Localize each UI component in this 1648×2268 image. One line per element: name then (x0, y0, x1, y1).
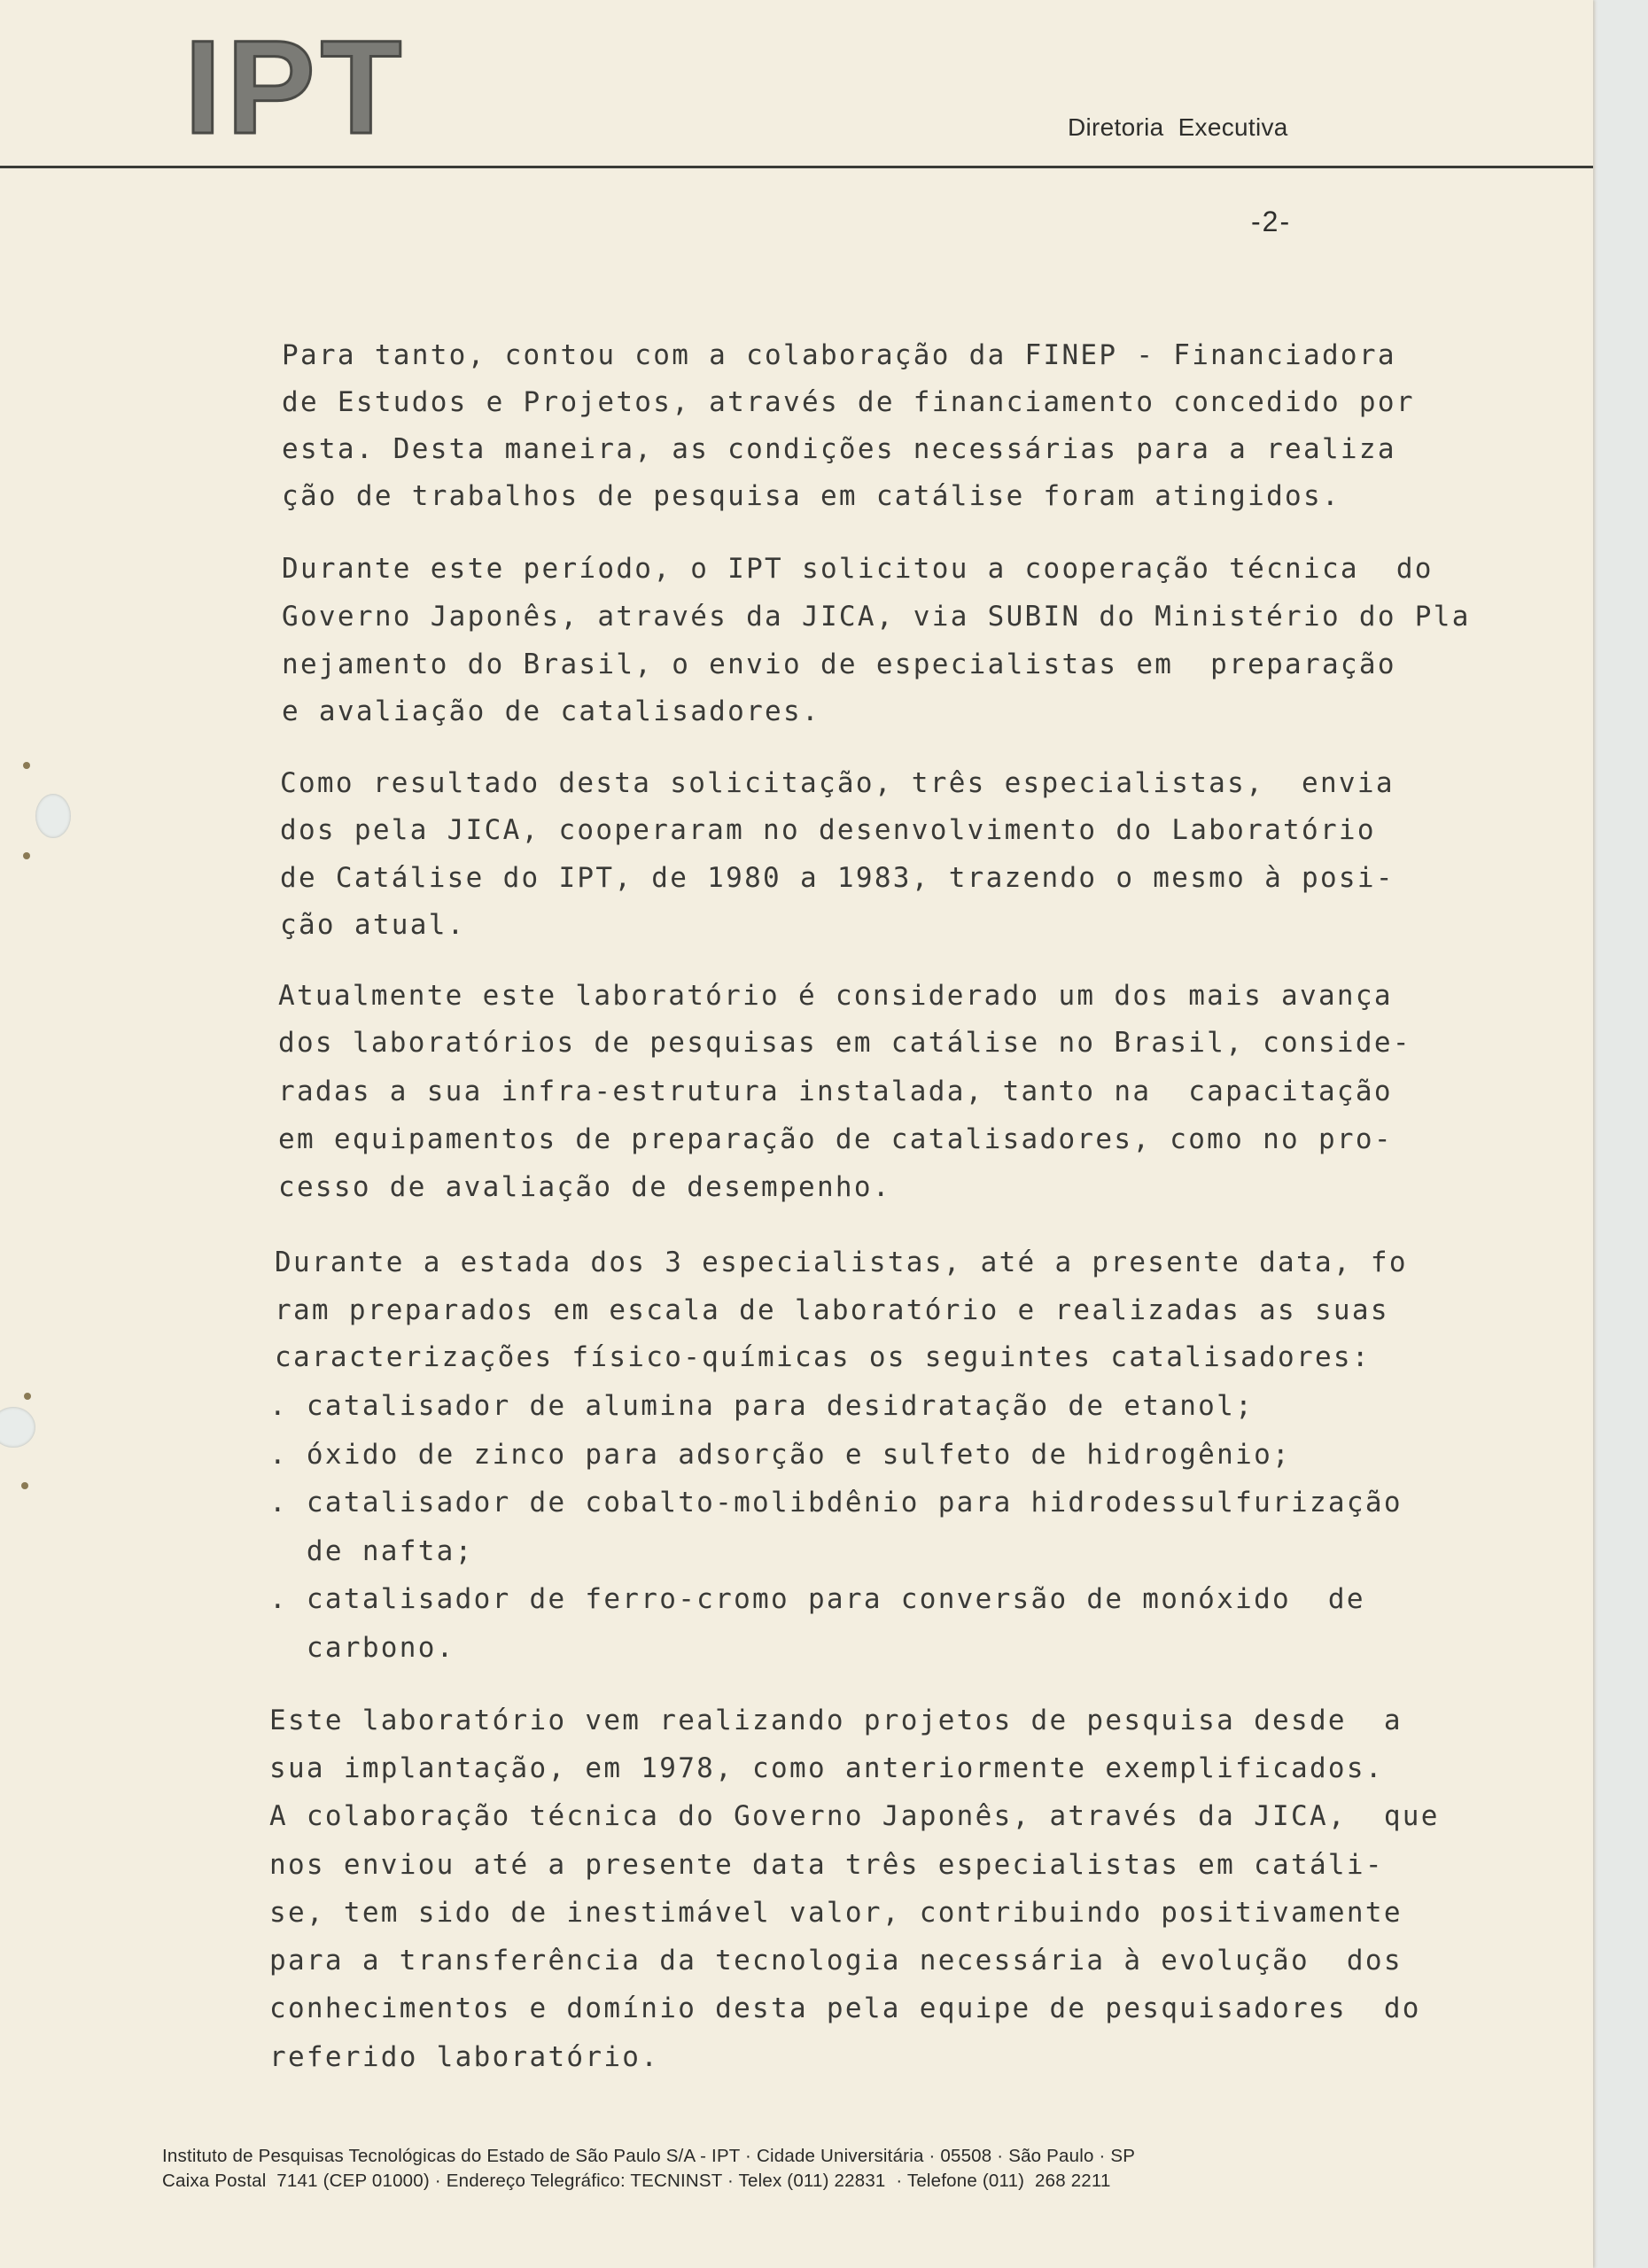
text-line: dos laboratórios de pesquisas em catálise no Brasil, conside- (278, 1027, 1411, 1059)
text-line: Este laboratório vem realizando projetos de pesquisa desde a (269, 1705, 1403, 1736)
list-item: . catalisador de alumina para desidratação de etanol; (269, 1390, 1255, 1422)
text-line: nejamento do Brasil, o envio de especialistas em preparação (282, 649, 1396, 680)
text-line: e avaliação de catalisadores. (282, 695, 820, 727)
text-line: de Estudos e Projetos, através de financiamento concedido por (282, 386, 1415, 418)
text-line: cesso de avaliação de desempenho. (278, 1171, 891, 1203)
text-line: Governo Japonês, através da JICA, via SUBIN do Ministério do Pla (282, 601, 1471, 633)
punch-hole (35, 794, 71, 838)
footer-contact: Caixa Postal 7141 (CEP 01000) · Endereço Telegráfico: TECNINST · Telex (011) 22831 · Telefone (011) 268 2211 (162, 2171, 1111, 2191)
header-rule (0, 166, 1593, 168)
text-line: conhecimentos e domínio desta pela equipe de pesquisadores do (269, 1992, 1421, 2024)
text-line: referido laboratório. (269, 2041, 660, 2073)
text-line: Para tanto, contou com a colaboração da FINEP - Financiadora (282, 339, 1396, 371)
list-item: . óxido de zinco para adsorção e sulfeto de hidrogênio; (269, 1439, 1291, 1471)
text-line: ção de trabalhos de pesquisa em catálise foram atingidos. (282, 480, 1341, 512)
footer-address: Instituto de Pesquisas Tecnológicas do Estado de São Paulo S/A - IPT · Cidade Universitária · 05508 · São Paulo · SP (162, 2146, 1136, 2166)
text-line: Durante a estada dos 3 especialistas, até a presente data, fo (275, 1247, 1408, 1278)
list-item: . catalisador de cobalto-molibdênio para hidrodessulfurização (269, 1487, 1403, 1518)
ipt-logo: IPT (184, 12, 408, 161)
paper-mark (24, 1393, 31, 1400)
list-item: carbono. (269, 1632, 455, 1664)
text-line: dos pela JICA, cooperaram no desenvolvimento do Laboratório (280, 814, 1376, 846)
text-line: caracterizações físico-químicas os seguintes catalisadores: (275, 1341, 1371, 1373)
list-item: de nafta; (269, 1535, 474, 1567)
paper-mark (23, 762, 30, 769)
text-line: Durante este período, o IPT solicitou a cooperação técnica do (282, 553, 1434, 585)
text-line: de Catálise do IPT, de 1980 a 1983, trazendo o mesmo à posi- (280, 862, 1395, 894)
text-line: Atualmente este laboratório é considerado um dos mais avança (278, 980, 1393, 1012)
text-line: se, tem sido de inestimável valor, contribuindo positivamente (269, 1897, 1403, 1929)
text-line: ram preparados em escala de laboratório e realizadas as suas (275, 1294, 1389, 1326)
page-number: -2- (1251, 206, 1292, 237)
department-label: Diretoria Executiva (1068, 113, 1288, 141)
text-line: Como resultado desta solicitação, três especialistas, envia (280, 767, 1395, 799)
text-line: sua implantação, em 1978, como anteriormente exemplificados. (269, 1752, 1384, 1784)
text-line: nos enviou até a presente data três especialistas em catáli- (269, 1849, 1384, 1881)
text-line: em equipamentos de preparação de catalisadores, como no pro- (278, 1123, 1393, 1155)
text-line: radas a sua infra-estrutura instalada, tanto na capacitação (278, 1076, 1393, 1107)
punch-hole (0, 1407, 35, 1448)
paper-mark (23, 852, 30, 859)
letterhead-footer (162, 2144, 1135, 2194)
list-item: . catalisador de ferro-cromo para conversão de monóxido de (269, 1583, 1365, 1615)
text-line: A colaboração técnica do Governo Japonês, através da JICA, que (269, 1800, 1440, 1832)
text-line: esta. Desta maneira, as condições necessárias para a realiza (282, 433, 1396, 465)
text-line: para a transferência da tecnologia necessária à evolução dos (269, 1945, 1403, 1977)
paper-mark (21, 1482, 28, 1489)
text-line: ção atual. (280, 909, 466, 941)
